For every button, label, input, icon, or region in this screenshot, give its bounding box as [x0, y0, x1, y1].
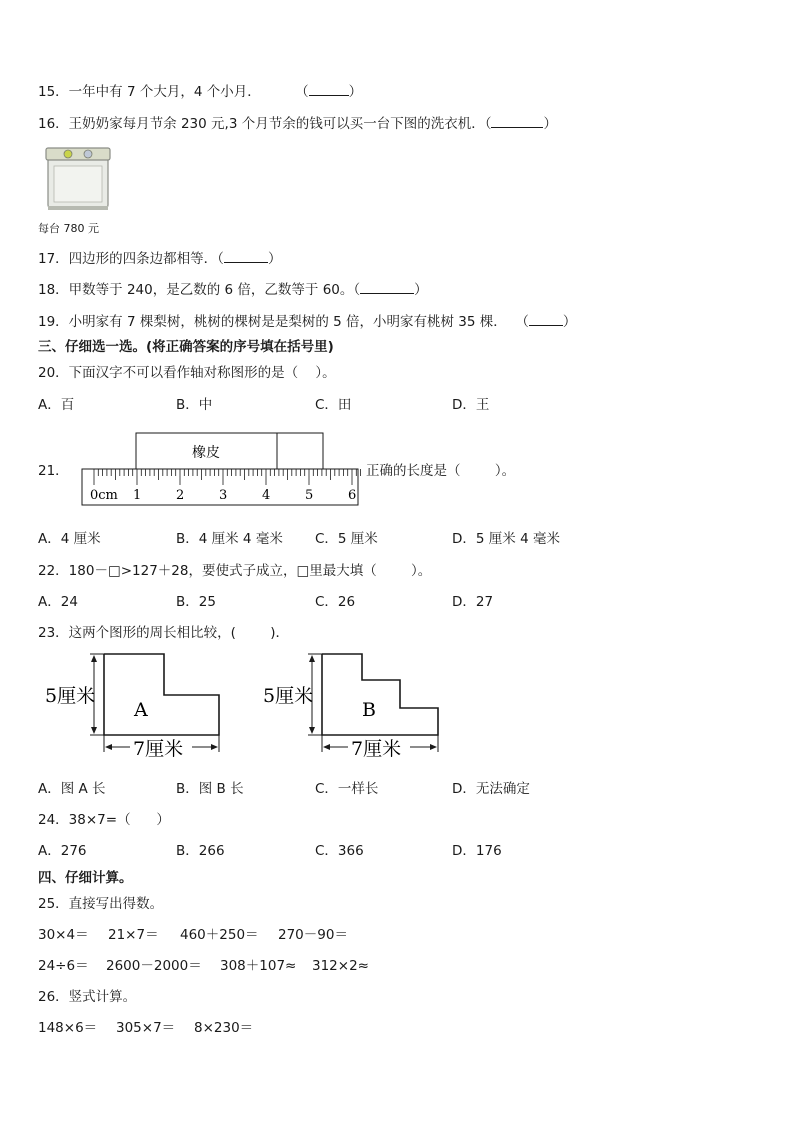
figure-b-name: B: [362, 699, 376, 721]
q23-option-d[interactable]: D．无法确定: [452, 781, 530, 797]
section-3-title: 三、仔细选一选。(将正确答案的序号填在括号里): [38, 339, 334, 355]
ruler-diagram: [80, 430, 370, 510]
q24-option-d[interactable]: D．176: [452, 843, 502, 859]
q24-option-b[interactable]: B．266: [176, 843, 225, 859]
section-4-title: 四、仔细计算。: [38, 870, 133, 886]
q25-item: 308＋107≈: [220, 958, 297, 974]
figure-b-width-label: 7厘米: [351, 738, 402, 760]
q17-paren-close: ）: [267, 251, 282, 267]
q25-item: 312×2≈: [312, 958, 369, 974]
question-23: 23．这两个图形的周长相比较，( )．: [38, 625, 290, 641]
q25-item: 2600－2000＝: [106, 958, 202, 974]
q23-option-c[interactable]: C．一样长: [315, 781, 379, 797]
q21-option-a[interactable]: A．4 厘米: [38, 531, 101, 547]
washing-machine-icon: [44, 144, 114, 214]
ruler-label: 6: [348, 488, 357, 503]
ruler-label: 1: [133, 488, 142, 503]
q26-item: 305×7＝: [116, 1020, 176, 1036]
figure-b: [262, 650, 452, 765]
q25-item: 24÷6＝: [38, 958, 89, 974]
ruler-label: 3: [219, 488, 228, 503]
q16-answer-blank[interactable]: [491, 115, 543, 128]
ruler-label: 5: [305, 488, 314, 503]
q25-item: 30×4＝: [38, 927, 89, 943]
figure-a-height-label: 5厘米: [45, 685, 96, 707]
q26-item: 148×6＝: [38, 1020, 98, 1036]
q19-answer-blank[interactable]: [529, 313, 563, 326]
q23-option-b[interactable]: B．图 B 长: [176, 781, 244, 797]
q18-text: 18．甲数等于 240，是乙数的 6 倍，乙数等于 60。（: [38, 282, 361, 298]
figure-a-name: A: [134, 699, 148, 721]
ruler-label: 2: [176, 488, 185, 503]
q21-number: 21．: [38, 463, 69, 479]
q25-item: 460＋250＝: [180, 927, 259, 943]
question-17: [38, 250, 281, 268]
question-18: [38, 281, 428, 299]
question-25: 25．直接写出得数。: [38, 896, 164, 912]
figure-a-width-label: 7厘米: [133, 738, 184, 760]
q19-text: 19．小明家有 7 棵梨树，桃树的棵树是是梨树的 5 倍，小明家有桃树 35 棵． （: [38, 314, 529, 330]
question-15: [38, 83, 362, 101]
ruler-label: 4: [262, 488, 271, 503]
q21-option-b[interactable]: B．4 厘米 4 毫米: [176, 531, 283, 547]
q18-answer-blank[interactable]: [360, 281, 414, 294]
q22-option-a[interactable]: A．24: [38, 594, 78, 610]
q16-text: 16．王奶奶家每月节余 230 元,3 个月节余的钱可以买一台下图的洗衣机．（: [38, 116, 492, 132]
q22-option-d[interactable]: D．27: [452, 594, 494, 610]
q17-text: 17．四边形的四条边都相等．（: [38, 251, 224, 267]
figure-b-outline: [322, 654, 438, 735]
question-20: 20．下面汉字不可以看作轴对称图形的是（ ）。: [38, 365, 336, 381]
q24-option-a[interactable]: A．276: [38, 843, 87, 859]
question-16: [38, 115, 557, 133]
q20-option-c[interactable]: C．田: [315, 397, 352, 413]
q17-answer-blank[interactable]: [224, 250, 268, 263]
question-19: [38, 313, 576, 331]
q26-item: 8×230＝: [194, 1020, 254, 1036]
q20-option-a[interactable]: A．百: [38, 397, 75, 413]
q21-option-d[interactable]: D．5 厘米 4 毫米: [452, 531, 560, 547]
ruler-label: 0cm: [90, 488, 118, 503]
question-24: 24．38×7=（ ）: [38, 812, 170, 828]
q20-option-b[interactable]: B．中: [176, 397, 213, 413]
q19-paren-close: ）: [562, 314, 577, 330]
q16-paren-close: ）: [543, 116, 557, 132]
question-22: 22．180－□>127＋28，要使式子成立，□里最大填（ ）。: [38, 563, 432, 579]
q18-paren-close: ）: [414, 282, 428, 298]
q15-paren-close: ）: [348, 84, 363, 100]
q15-answer-blank[interactable]: [309, 83, 349, 96]
q24-option-c[interactable]: C．366: [315, 843, 364, 859]
washing-machine-caption: 每台 780 元: [38, 222, 99, 235]
q20-option-d[interactable]: D．王: [452, 397, 490, 413]
eraser-shape: [136, 433, 323, 469]
q25-item: 21×7＝: [108, 927, 159, 943]
q22-option-b[interactable]: B．25: [176, 594, 216, 610]
q22-option-c[interactable]: C．26: [315, 594, 356, 610]
eraser-label: 橡皮: [192, 445, 220, 461]
question-26: 26．竖式计算。: [38, 989, 137, 1005]
q21-suffix: 正确的长度是（ ）。: [366, 463, 516, 479]
figure-a: [44, 650, 234, 765]
q15-text: 15．一年中有 7 个大月，4 个小月．: [38, 84, 261, 100]
q23-option-a[interactable]: A．图 A 长: [38, 781, 106, 797]
figure-b-height-label: 5厘米: [263, 685, 314, 707]
q25-item: 270－90＝: [278, 927, 348, 943]
q15-paren-open: （: [295, 84, 309, 100]
q21-option-c[interactable]: C．5 厘米: [315, 531, 378, 547]
figure-a-outline: [104, 654, 219, 735]
